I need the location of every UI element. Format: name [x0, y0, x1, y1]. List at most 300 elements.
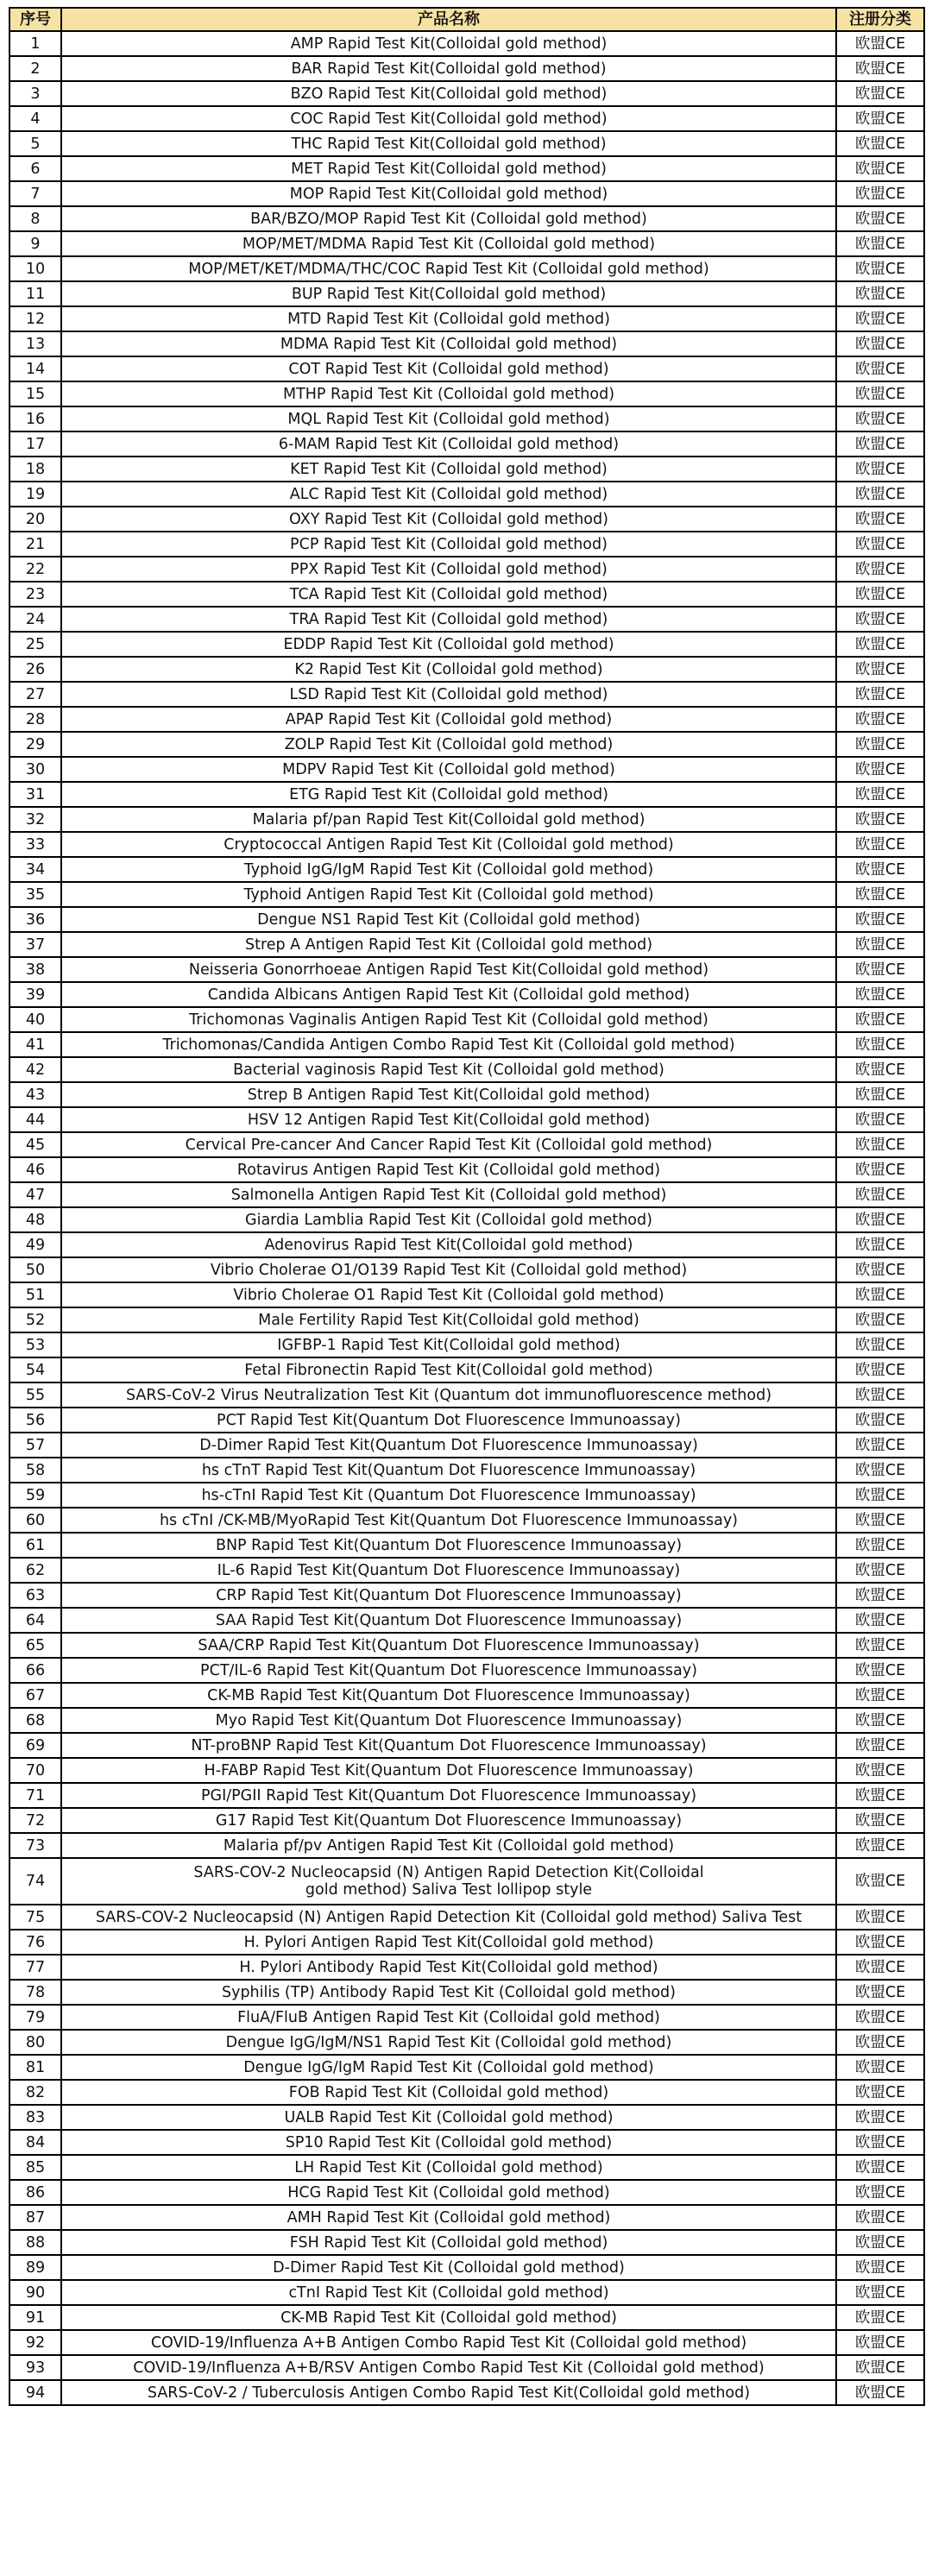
product-name-cell: MDMA Rapid Test Kit (Colloidal gold method): [61, 331, 836, 356]
registration-category-cell: 欧盟CE: [836, 106, 924, 131]
table-row: [9, 1808, 924, 1833]
serial-number-cell: 15: [9, 381, 61, 406]
table-row: [9, 406, 924, 431]
registration-category-cell: 欧盟CE: [836, 231, 924, 256]
registration-category-cell: 欧盟CE: [836, 306, 924, 331]
registration-category-cell: 欧盟CE: [836, 1633, 924, 1658]
product-name-cell: 6-MAM Rapid Test Kit (Colloidal gold method): [61, 431, 836, 457]
product-name-cell: FOB Rapid Test Kit (Colloidal gold method): [61, 2080, 836, 2105]
serial-number-cell: 6: [9, 156, 61, 181]
serial-number-cell: 18: [9, 457, 61, 482]
registration-category-cell: 欧盟CE: [836, 2155, 924, 2180]
product-name-cell: hs cTnI /CK-MB/MyoRapid Test Kit(Quantum Dot Fluorescence Immunoassay): [61, 1508, 836, 1533]
registration-category-cell: 欧盟CE: [836, 2055, 924, 2080]
header-registration-category: 注册分类: [836, 8, 924, 31]
serial-number-cell: 86: [9, 2180, 61, 2205]
table-row: [9, 707, 924, 732]
serial-number-cell: 31: [9, 782, 61, 807]
table-row: [9, 957, 924, 982]
table-row: [9, 106, 924, 131]
table-row: [9, 1633, 924, 1658]
product-name-cell: SAA/CRP Rapid Test Kit(Quantum Dot Fluorescence Immunoassay): [61, 1633, 836, 1658]
table-row: [9, 1733, 924, 1758]
table-row: [9, 1533, 924, 1558]
table-row: [9, 1483, 924, 1508]
serial-number-cell: 43: [9, 1082, 61, 1107]
registration-category-cell: 欧盟CE: [836, 1955, 924, 1980]
product-name-cell: PCT Rapid Test Kit(Quantum Dot Fluorescence Immunoassay): [61, 1408, 836, 1433]
serial-number-cell: 36: [9, 907, 61, 932]
table-row: [9, 2005, 924, 2030]
serial-number-cell: 83: [9, 2105, 61, 2130]
serial-number-cell: 34: [9, 857, 61, 882]
serial-number-cell: 19: [9, 482, 61, 507]
registration-category-cell: 欧盟CE: [836, 1232, 924, 1257]
serial-number-cell: 16: [9, 406, 61, 431]
table-row: [9, 2105, 924, 2130]
product-name-cell: Bacterial vaginosis Rapid Test Kit (Colloidal gold method): [61, 1057, 836, 1082]
table-row: [9, 2380, 924, 2405]
product-name-cell: MDPV Rapid Test Kit (Colloidal gold method): [61, 757, 836, 782]
serial-number-cell: 45: [9, 1132, 61, 1157]
product-name-cell: COC Rapid Test Kit(Colloidal gold method): [61, 106, 836, 131]
registration-category-cell: 欧盟CE: [836, 807, 924, 832]
serial-number-cell: 90: [9, 2280, 61, 2305]
serial-number-cell: 93: [9, 2355, 61, 2380]
product-name-cell: CK-MB Rapid Test Kit (Colloidal gold method): [61, 2305, 836, 2330]
registration-category-cell: 欧盟CE: [836, 431, 924, 457]
serial-number-cell: 1: [9, 31, 61, 56]
serial-number-cell: 62: [9, 1558, 61, 1583]
serial-number-cell: 80: [9, 2030, 61, 2055]
registration-category-cell: 欧盟CE: [836, 1833, 924, 1858]
registration-category-cell: 欧盟CE: [836, 2355, 924, 2380]
product-name-cell: BUP Rapid Test Kit(Colloidal gold method): [61, 281, 836, 306]
registration-category-cell: 欧盟CE: [836, 482, 924, 507]
product-name-cell: Malaria pf/pan Rapid Test Kit(Colloidal gold method): [61, 807, 836, 832]
product-name-cell: G17 Rapid Test Kit(Quantum Dot Fluorescence Immunoassay): [61, 1808, 836, 1833]
product-name-cell: PGI/PGII Rapid Test Kit(Quantum Dot Fluorescence Immunoassay): [61, 1783, 836, 1808]
table-row: [9, 2055, 924, 2080]
registration-category-cell: 欧盟CE: [836, 832, 924, 857]
registration-category-cell: 欧盟CE: [836, 206, 924, 231]
registration-category-cell: 欧盟CE: [836, 732, 924, 757]
product-name-cell: APAP Rapid Test Kit (Colloidal gold method): [61, 707, 836, 732]
table-row: [9, 56, 924, 81]
serial-number-cell: 44: [9, 1107, 61, 1132]
serial-number-cell: 81: [9, 2055, 61, 2080]
serial-number-cell: 89: [9, 2255, 61, 2280]
product-name-cell: ETG Rapid Test Kit (Colloidal gold method): [61, 782, 836, 807]
serial-number-cell: 5: [9, 131, 61, 156]
registration-category-cell: 欧盟CE: [836, 1082, 924, 1107]
product-name-cell: TRA Rapid Test Kit (Colloidal gold method): [61, 607, 836, 632]
registration-category-cell: 欧盟CE: [836, 1708, 924, 1733]
table-row: [9, 1783, 924, 1808]
serial-number-cell: 33: [9, 832, 61, 857]
serial-number-cell: 22: [9, 557, 61, 582]
product-name-cell: Syphilis (TP) Antibody Rapid Test Kit (Colloidal gold method): [61, 1980, 836, 2005]
product-name-cell: FluA/FluB Antigen Rapid Test Kit (Colloidal gold method): [61, 2005, 836, 2030]
serial-number-cell: 14: [9, 356, 61, 381]
serial-number-cell: 69: [9, 1733, 61, 1758]
table-row: [9, 31, 924, 56]
table-row: [9, 1608, 924, 1633]
serial-number-cell: 65: [9, 1633, 61, 1658]
table-row: [9, 2255, 924, 2280]
serial-number-cell: 4: [9, 106, 61, 131]
product-name-cell: OXY Rapid Test Kit (Colloidal gold method): [61, 507, 836, 532]
serial-number-cell: 61: [9, 1533, 61, 1558]
registration-category-cell: 欧盟CE: [836, 2180, 924, 2205]
serial-number-cell: 79: [9, 2005, 61, 2030]
table-row: [9, 1408, 924, 1433]
serial-number-cell: 76: [9, 1930, 61, 1955]
table-row: [9, 1955, 924, 1980]
registration-category-cell: 欧盟CE: [836, 1032, 924, 1057]
product-name-cell: EDDP Rapid Test Kit (Colloidal gold method): [61, 632, 836, 657]
table-row: [9, 882, 924, 907]
registration-category-cell: 欧盟CE: [836, 932, 924, 957]
registration-category-cell: 欧盟CE: [836, 81, 924, 106]
table-row: [9, 156, 924, 181]
product-name-cell: hs-cTnI Rapid Test Kit (Quantum Dot Fluorescence Immunoassay): [61, 1483, 836, 1508]
table-row: [9, 807, 924, 832]
registration-category-cell: 欧盟CE: [836, 1132, 924, 1157]
serial-number-cell: 87: [9, 2205, 61, 2230]
product-name-cell: SARS-COV-2 Nucleocapsid (N) Antigen Rapid Detection Kit (Colloidal gold method) Saliva Test: [61, 1905, 836, 1930]
registration-category-cell: 欧盟CE: [836, 1783, 924, 1808]
registration-category-cell: 欧盟CE: [836, 2305, 924, 2330]
registration-category-cell: 欧盟CE: [836, 1683, 924, 1708]
serial-number-cell: 10: [9, 256, 61, 281]
product-name-cell: D-Dimer Rapid Test Kit(Quantum Dot Fluorescence Immunoassay): [61, 1433, 836, 1458]
product-name-cell: K2 Rapid Test Kit (Colloidal gold method): [61, 657, 836, 682]
registration-category-cell: 欧盟CE: [836, 1558, 924, 1583]
table-row: [9, 1708, 924, 1733]
table-row: [9, 1232, 924, 1257]
header-serial-number: 序号: [9, 8, 61, 31]
product-name-cell: MQL Rapid Test Kit (Colloidal gold method): [61, 406, 836, 431]
product-name-cell: Typhoid IgG/IgM Rapid Test Kit (Colloidal gold method): [61, 857, 836, 882]
table-row: [9, 381, 924, 406]
product-name-cell: AMP Rapid Test Kit(Colloidal gold method): [61, 31, 836, 56]
product-name-cell: HSV 12 Antigen Rapid Test Kit(Colloidal gold method): [61, 1107, 836, 1132]
registration-category-cell: 欧盟CE: [836, 1282, 924, 1307]
table-row: [9, 557, 924, 582]
serial-number-cell: 50: [9, 1257, 61, 1282]
product-name-cell: BNP Rapid Test Kit(Quantum Dot Fluorescence Immunoassay): [61, 1533, 836, 1558]
serial-number-cell: 63: [9, 1583, 61, 1608]
table-row: [9, 1858, 924, 1905]
product-name-cell: THC Rapid Test Kit(Colloidal gold method): [61, 131, 836, 156]
serial-number-cell: 66: [9, 1658, 61, 1683]
table-row: [9, 1057, 924, 1082]
registration-category-cell: 欧盟CE: [836, 907, 924, 932]
registration-category-cell: 欧盟CE: [836, 1107, 924, 1132]
registration-category-cell: 欧盟CE: [836, 331, 924, 356]
serial-number-cell: 8: [9, 206, 61, 231]
product-name-cell: BAR/BZO/MOP Rapid Test Kit (Colloidal gold method): [61, 206, 836, 231]
registration-category-cell: 欧盟CE: [836, 1608, 924, 1633]
table-row: [9, 2205, 924, 2230]
serial-number-cell: 27: [9, 682, 61, 707]
table-row: [9, 982, 924, 1007]
serial-number-cell: 32: [9, 807, 61, 832]
product-name-cell: FSH Rapid Test Kit (Colloidal gold method): [61, 2230, 836, 2255]
product-name-cell: Strep A Antigen Rapid Test Kit (Colloidal gold method): [61, 932, 836, 957]
registration-category-cell: 欧盟CE: [836, 406, 924, 431]
registration-category-cell: 欧盟CE: [836, 1758, 924, 1783]
registration-category-cell: 欧盟CE: [836, 607, 924, 632]
product-name-cell: Dengue NS1 Rapid Test Kit (Colloidal gold method): [61, 907, 836, 932]
registration-category-cell: 欧盟CE: [836, 1433, 924, 1458]
product-registration-sheet: [9, 7, 925, 2406]
registration-category-cell: 欧盟CE: [836, 1182, 924, 1207]
table-row: [9, 832, 924, 857]
registration-category-cell: 欧盟CE: [836, 1382, 924, 1408]
serial-number-cell: 35: [9, 882, 61, 907]
table-row: [9, 131, 924, 156]
serial-number-cell: 23: [9, 582, 61, 607]
table-row: [9, 1207, 924, 1232]
table-row: [9, 2080, 924, 2105]
registration-category-cell: 欧盟CE: [836, 557, 924, 582]
table-row: [9, 331, 924, 356]
serial-number-cell: 2: [9, 56, 61, 81]
registration-category-cell: 欧盟CE: [836, 2330, 924, 2355]
table-row: [9, 231, 924, 256]
table-row: [9, 1007, 924, 1032]
product-name-cell: cTnI Rapid Test Kit (Colloidal gold method): [61, 2280, 836, 2305]
table-row: [9, 1758, 924, 1783]
table-row: [9, 306, 924, 331]
serial-number-cell: 39: [9, 982, 61, 1007]
product-name-cell: Male Fertility Rapid Test Kit(Colloidal gold method): [61, 1307, 836, 1332]
table-row: [9, 1332, 924, 1357]
registration-category-cell: 欧盟CE: [836, 56, 924, 81]
product-name-cell: SARS-COV-2 Nucleocapsid (N) Antigen Rapid Detection Kit(Colloidal gold method) Saliva Test lollipop style: [61, 1858, 836, 1905]
registration-category-cell: 欧盟CE: [836, 1057, 924, 1082]
header-product-name: 产品名称: [61, 8, 836, 31]
registration-category-cell: 欧盟CE: [836, 532, 924, 557]
table-row: [9, 256, 924, 281]
registration-category-cell: 欧盟CE: [836, 782, 924, 807]
serial-number-cell: 25: [9, 632, 61, 657]
table-row: [9, 1157, 924, 1182]
serial-number-cell: 12: [9, 306, 61, 331]
table-row: [9, 532, 924, 557]
table-row: [9, 682, 924, 707]
table-row: [9, 2130, 924, 2155]
product-name-cell: LSD Rapid Test Kit (Colloidal gold method): [61, 682, 836, 707]
serial-number-cell: 73: [9, 1833, 61, 1858]
serial-number-cell: 72: [9, 1808, 61, 1833]
serial-number-cell: 40: [9, 1007, 61, 1032]
registration-category-cell: 欧盟CE: [836, 2380, 924, 2405]
registration-category-cell: 欧盟CE: [836, 181, 924, 206]
product-name-cell: Trichomonas Vaginalis Antigen Rapid Test Kit (Colloidal gold method): [61, 1007, 836, 1032]
product-name-cell: Rotavirus Antigen Rapid Test Kit (Colloidal gold method): [61, 1157, 836, 1182]
registration-category-cell: 欧盟CE: [836, 2130, 924, 2155]
registration-category-cell: 欧盟CE: [836, 1808, 924, 1833]
serial-number-cell: 49: [9, 1232, 61, 1257]
serial-number-cell: 67: [9, 1683, 61, 1708]
serial-number-cell: 7: [9, 181, 61, 206]
registration-category-cell: 欧盟CE: [836, 632, 924, 657]
product-name-cell: Strep B Antigen Rapid Test Kit(Colloidal gold method): [61, 1082, 836, 1107]
table-row: [9, 1107, 924, 1132]
table-row: [9, 1458, 924, 1483]
product-name-cell: D-Dimer Rapid Test Kit (Colloidal gold method): [61, 2255, 836, 2280]
registration-category-cell: 欧盟CE: [836, 156, 924, 181]
table-row: [9, 1307, 924, 1332]
serial-number-cell: 48: [9, 1207, 61, 1232]
registration-category-cell: 欧盟CE: [836, 2105, 924, 2130]
table-header: [9, 8, 924, 31]
table-row: [9, 1508, 924, 1533]
serial-number-cell: 58: [9, 1458, 61, 1483]
table-row: [9, 2280, 924, 2305]
registration-category-cell: 欧盟CE: [836, 2280, 924, 2305]
product-name-cell: Malaria pf/pv Antigen Rapid Test Kit (Colloidal gold method): [61, 1833, 836, 1858]
product-name-cell: MET Rapid Test Kit(Colloidal gold method): [61, 156, 836, 181]
table-row: [9, 632, 924, 657]
registration-category-cell: 欧盟CE: [836, 1583, 924, 1608]
table-row: [9, 2305, 924, 2330]
serial-number-cell: 85: [9, 2155, 61, 2180]
product-name-cell: PCT/IL-6 Rapid Test Kit(Quantum Dot Fluorescence Immunoassay): [61, 1658, 836, 1683]
registration-category-cell: 欧盟CE: [836, 31, 924, 56]
table-row: [9, 1583, 924, 1608]
product-name-cell: H. Pylori Antigen Rapid Test Kit(Colloidal gold method): [61, 1930, 836, 1955]
product-name-cell: Giardia Lamblia Rapid Test Kit (Colloidal gold method): [61, 1207, 836, 1232]
serial-number-cell: 24: [9, 607, 61, 632]
registration-category-cell: 欧盟CE: [836, 1157, 924, 1182]
serial-number-cell: 53: [9, 1332, 61, 1357]
serial-number-cell: 82: [9, 2080, 61, 2105]
registration-category-cell: 欧盟CE: [836, 682, 924, 707]
serial-number-cell: 29: [9, 732, 61, 757]
registration-category-cell: 欧盟CE: [836, 1007, 924, 1032]
registration-category-cell: 欧盟CE: [836, 2255, 924, 2280]
product-name-cell: KET Rapid Test Kit (Colloidal gold method): [61, 457, 836, 482]
serial-number-cell: 21: [9, 532, 61, 557]
product-name-cell: Salmonella Antigen Rapid Test Kit (Colloidal gold method): [61, 1182, 836, 1207]
table-row: [9, 81, 924, 106]
serial-number-cell: 51: [9, 1282, 61, 1307]
registration-category-cell: 欧盟CE: [836, 1307, 924, 1332]
product-name-cell: LH Rapid Test Kit (Colloidal gold method): [61, 2155, 836, 2180]
registration-category-cell: 欧盟CE: [836, 2230, 924, 2255]
table-row: [9, 907, 924, 932]
table-row: [9, 457, 924, 482]
registration-category-cell: 欧盟CE: [836, 1408, 924, 1433]
table-row: [9, 2355, 924, 2380]
serial-number-cell: 30: [9, 757, 61, 782]
product-name-cell: Dengue IgG/IgM/NS1 Rapid Test Kit (Colloidal gold method): [61, 2030, 836, 2055]
table-row: [9, 607, 924, 632]
registration-category-cell: 欧盟CE: [836, 1332, 924, 1357]
table-row: [9, 1683, 924, 1708]
registration-category-cell: 欧盟CE: [836, 657, 924, 682]
product-table: [9, 7, 925, 2406]
table-row: [9, 1558, 924, 1583]
serial-number-cell: 3: [9, 81, 61, 106]
registration-category-cell: 欧盟CE: [836, 857, 924, 882]
registration-category-cell: 欧盟CE: [836, 131, 924, 156]
registration-category-cell: 欧盟CE: [836, 1533, 924, 1558]
serial-number-cell: 11: [9, 281, 61, 306]
product-name-cell: COVID-19/Influenza A+B Antigen Combo Rapid Test Kit (Colloidal gold method): [61, 2330, 836, 2355]
serial-number-cell: 42: [9, 1057, 61, 1082]
product-name-cell: Vibrio Cholerae O1/O139 Rapid Test Kit (Colloidal gold method): [61, 1257, 836, 1282]
table-row: [9, 1257, 924, 1282]
registration-category-cell: 欧盟CE: [836, 256, 924, 281]
serial-number-cell: 60: [9, 1508, 61, 1533]
registration-category-cell: 欧盟CE: [836, 356, 924, 381]
product-name-cell: IGFBP-1 Rapid Test Kit(Colloidal gold method): [61, 1332, 836, 1357]
serial-number-cell: 88: [9, 2230, 61, 2255]
registration-category-cell: 欧盟CE: [836, 1458, 924, 1483]
serial-number-cell: 9: [9, 231, 61, 256]
product-name-cell: COVID-19/Influenza A+B/RSV Antigen Combo Rapid Test Kit (Colloidal gold method): [61, 2355, 836, 2380]
registration-category-cell: 欧盟CE: [836, 1658, 924, 1683]
serial-number-cell: 92: [9, 2330, 61, 2355]
serial-number-cell: 26: [9, 657, 61, 682]
registration-category-cell: 欧盟CE: [836, 1257, 924, 1282]
serial-number-cell: 56: [9, 1408, 61, 1433]
table-row: [9, 857, 924, 882]
registration-category-cell: 欧盟CE: [836, 707, 924, 732]
product-name-cell: SARS-CoV-2 / Tuberculosis Antigen Combo Rapid Test Kit(Colloidal gold method): [61, 2380, 836, 2405]
table-row: [9, 1833, 924, 1858]
product-name-cell: MOP/MET/KET/MDMA/THC/COC Rapid Test Kit (Colloidal gold method): [61, 256, 836, 281]
product-name-cell: SAA Rapid Test Kit(Quantum Dot Fluorescence Immunoassay): [61, 1608, 836, 1633]
serial-number-cell: 75: [9, 1905, 61, 1930]
serial-number-cell: 20: [9, 507, 61, 532]
product-name-cell: Neisseria Gonorrhoeae Antigen Rapid Test Kit(Colloidal gold method): [61, 957, 836, 982]
table-row: [9, 281, 924, 306]
product-name-cell: SP10 Rapid Test Kit (Colloidal gold method): [61, 2130, 836, 2155]
table-row: [9, 1433, 924, 1458]
serial-number-cell: 13: [9, 331, 61, 356]
serial-number-cell: 54: [9, 1357, 61, 1382]
serial-number-cell: 74: [9, 1858, 61, 1905]
registration-category-cell: 欧盟CE: [836, 2080, 924, 2105]
table-row: [9, 757, 924, 782]
registration-category-cell: 欧盟CE: [836, 957, 924, 982]
serial-number-cell: 64: [9, 1608, 61, 1633]
table-row: [9, 1182, 924, 1207]
product-name-cell: Adenovirus Rapid Test Kit(Colloidal gold method): [61, 1232, 836, 1257]
serial-number-cell: 47: [9, 1182, 61, 1207]
registration-category-cell: 欧盟CE: [836, 2030, 924, 2055]
product-name-cell: BZO Rapid Test Kit(Colloidal gold method): [61, 81, 836, 106]
product-name-cell: H-FABP Rapid Test Kit(Quantum Dot Fluorescence Immunoassay): [61, 1758, 836, 1783]
product-name-cell: BAR Rapid Test Kit(Colloidal gold method): [61, 56, 836, 81]
table-row: [9, 356, 924, 381]
registration-category-cell: 欧盟CE: [836, 1508, 924, 1533]
serial-number-cell: 91: [9, 2305, 61, 2330]
serial-number-cell: 94: [9, 2380, 61, 2405]
product-name-cell: Dengue IgG/IgM Rapid Test Kit (Colloidal gold method): [61, 2055, 836, 2080]
table-row: [9, 2155, 924, 2180]
registration-category-cell: 欧盟CE: [836, 1905, 924, 1930]
serial-number-cell: 59: [9, 1483, 61, 1508]
product-name-cell: AMH Rapid Test Kit (Colloidal gold method): [61, 2205, 836, 2230]
serial-number-cell: 52: [9, 1307, 61, 1332]
